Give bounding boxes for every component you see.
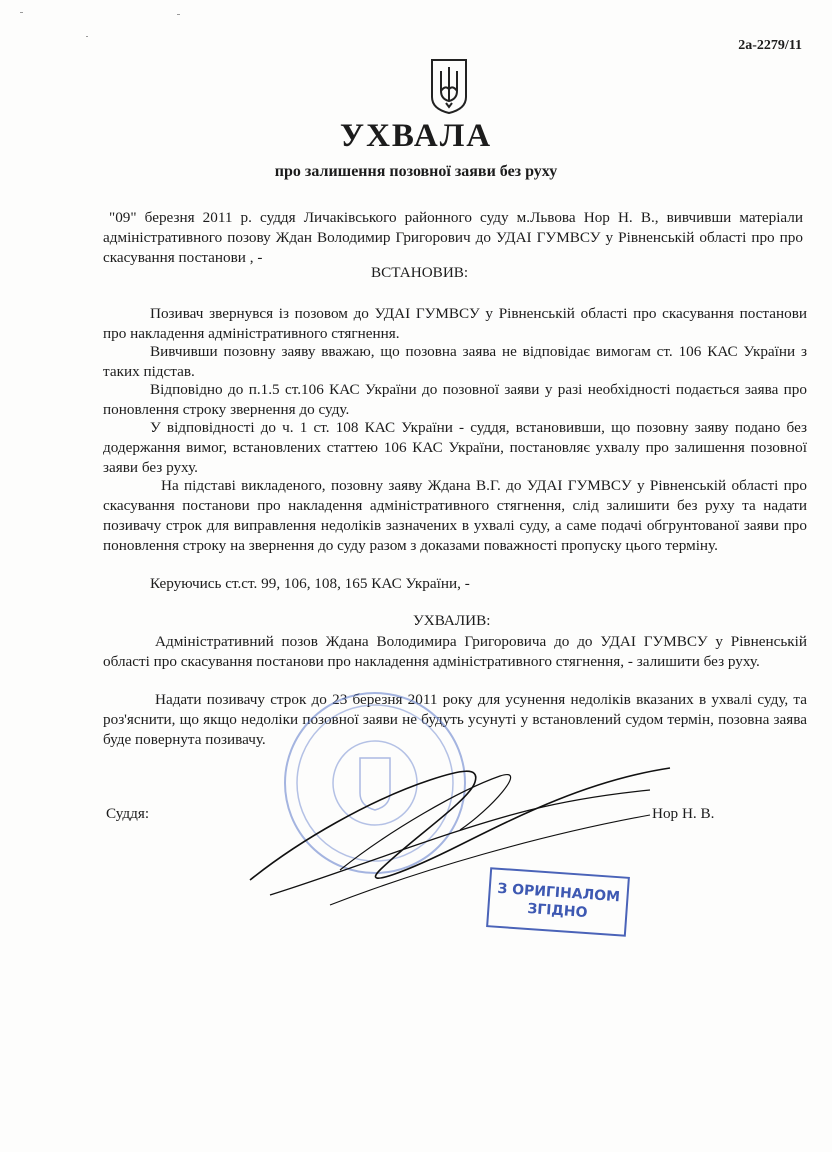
case-number: 2а-2279/11: [738, 38, 802, 53]
stamp-line: З ОРИГІНАЛОМ: [496, 880, 621, 906]
stamp-line: ЗГІДНО: [526, 900, 588, 922]
ruling-paragraph: Адміністративний позов Ждана Володимира Григоровича до до УДАІ ГУМВСУ у Рівненській області про скасування постанови про накладення адміністративного стягнення, - залишити без руху.: [103, 633, 807, 670]
paragraph: Позивач звернувся із позовом до УДАІ ГУМВСУ у Рівненській області про скасування постанови про накладення адміністративного стягнення.: [103, 305, 807, 342]
judge-name: Нор Н. В.: [652, 805, 715, 822]
intro-paragraph: "09" березня 2011 р. суддя Личаківського районного суду м.Львова Нор Н. В., вивчивши матеріали адміністративного позову Ждан Володимир Григорович до УДАІ ГУМВСУ у Рівненській області про про скасування постанови , -: [103, 209, 803, 266]
established-heading: ВСТАНОВИВ:: [371, 264, 469, 281]
paragraph: Вивчивши позовну заяву вважаю, що позовна заява не відповідає вимогам ст. 106 КАС України з таких підстав.: [103, 343, 807, 380]
coat-of-arms-icon: [429, 57, 469, 115]
ruled-heading: УХВАЛИВ:: [413, 612, 491, 629]
document-subtitle: про залишення позовної заяви без руху: [274, 163, 558, 180]
scan-speck: [86, 36, 88, 37]
paragraph: У відповідності до ч. 1 ст. 108 КАС України - суддя, встановивши, що позовну заяву подано без додержання вимог, встановлених статтею 106 КАС України, постановляє ухвалу про залишення позовної заяви без руху.: [103, 419, 807, 476]
document-title: УХВАЛА: [339, 118, 493, 154]
judge-label: Суддя:: [106, 805, 150, 822]
certified-copy-stamp: [486, 867, 630, 937]
scan-speck: [20, 12, 23, 13]
scan-speck: [177, 14, 180, 15]
paragraph: Відповідно до п.1.5 ст.106 КАС України до позовної заяви у разі необхідності подається заява про поновлення строку звернення до суду.: [103, 381, 807, 418]
paragraph: Керуючись ст.ст. 99, 106, 108, 165 КАС України, -: [150, 575, 470, 592]
paragraph: На підставі викладеного, позовну заяву Ждана В.Г. до УДАІ ГУМВСУ у Рівненській області про скасування постанови про накладення адміністративного стягнення, слід залишити без руху та надати позивачу строк для виправлення недоліків зазначених в ухвалі суду, а саме подачі обгрунтованої заяви про поновлення строку на звернення до суду разом з доказами поважності пропуску цього терміну.: [103, 477, 807, 554]
ruling-paragraph: Надати позивачу строк до 23 березня 2011 року для усунення недоліків вказаних в ухвалі суду, та роз'яснити, що якщо недоліки позовної заяви не будуть усунуті у встановлений судом термін, позовна заява буде повернута позивачу.: [103, 691, 807, 748]
